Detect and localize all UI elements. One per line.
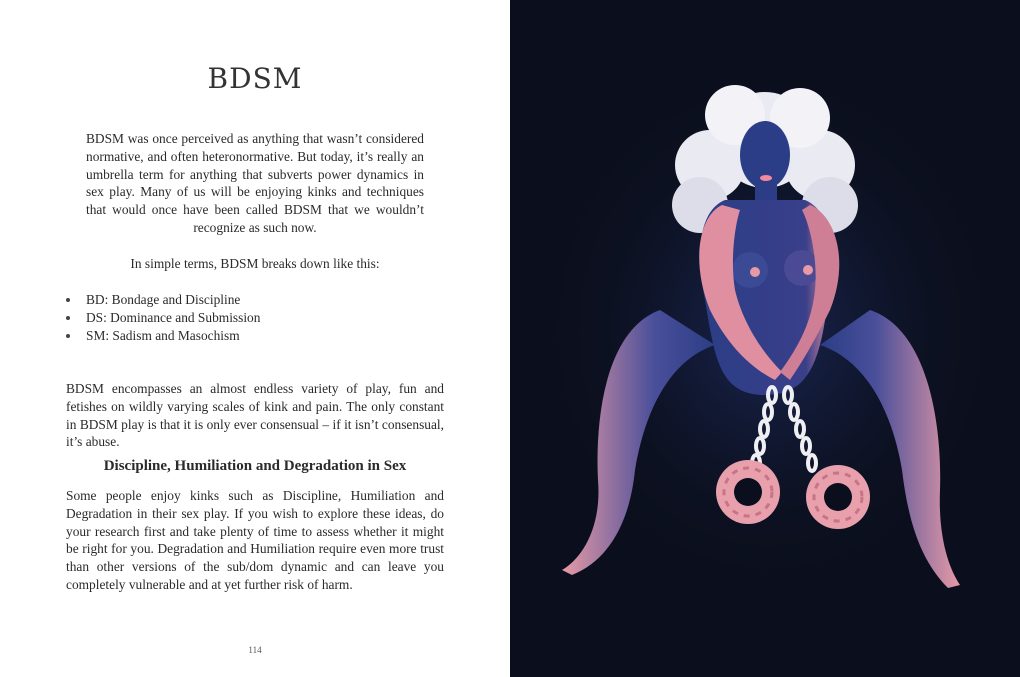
- left-cuff-icon: [716, 460, 780, 524]
- intro-paragraph: BDSM was once perceived as anything that wasn’t considered normative, and often heteronormative. But today, it’s really an umbrella term for anything that subverts power dynamics in sex play. Many of us will be enjoying kinks and techniques that would once have been called BDSM that we wouldn’t recognize as such now.: [86, 131, 424, 235]
- bullet-text: BD: Bondage and Discipline: [86, 292, 241, 307]
- simple-terms-line: In simple terms, BDSM breaks down like this:: [130, 256, 380, 271]
- seated-figure-illustration: [510, 0, 1020, 677]
- bullet-dot-icon: [66, 316, 70, 320]
- body-paragraph-2: Some people enjoy kinks such as Discipline, Humiliation and Degradation in their sex play. If you wish to explore these ideas, do your research first and take plenty of time to assess whether it might be right for you. Degradation and Humiliation require even more trust than other versions of the sub/dom dynamic and can leave you completely vulnerable and at yet further risk of harm.: [66, 488, 444, 592]
- page-title: BDSM: [207, 62, 303, 95]
- bullet-list: [66, 291, 260, 345]
- right-cuff-icon: [806, 465, 870, 529]
- bullet-text: SM: Sadism and Masochism: [86, 328, 240, 343]
- left-nipple-shape: [750, 267, 760, 277]
- left-breast-shape: [732, 252, 768, 288]
- body-paragraph-1: BDSM encompasses an almost endless variety of play, fun and fetishes on wildly varying scales of kink and pain. The only constant in BDSM play is that it is only ever consensual – if it isn’t consensual, it’s abuse.: [66, 381, 444, 450]
- bullet-dot-icon: [66, 298, 70, 302]
- page-number: 114: [248, 645, 262, 655]
- right-page: [510, 0, 1020, 677]
- bullet-dot-icon: [66, 334, 70, 338]
- right-nipple-shape: [803, 265, 813, 275]
- bullet-item: [66, 309, 260, 327]
- bullet-item: [66, 327, 260, 345]
- bullet-item: [66, 291, 260, 309]
- section-subheading: Discipline, Humiliation and Degradation in Sex: [103, 458, 407, 474]
- bullet-text: DS: Dominance and Submission: [86, 310, 261, 325]
- lips-shape: [760, 175, 772, 181]
